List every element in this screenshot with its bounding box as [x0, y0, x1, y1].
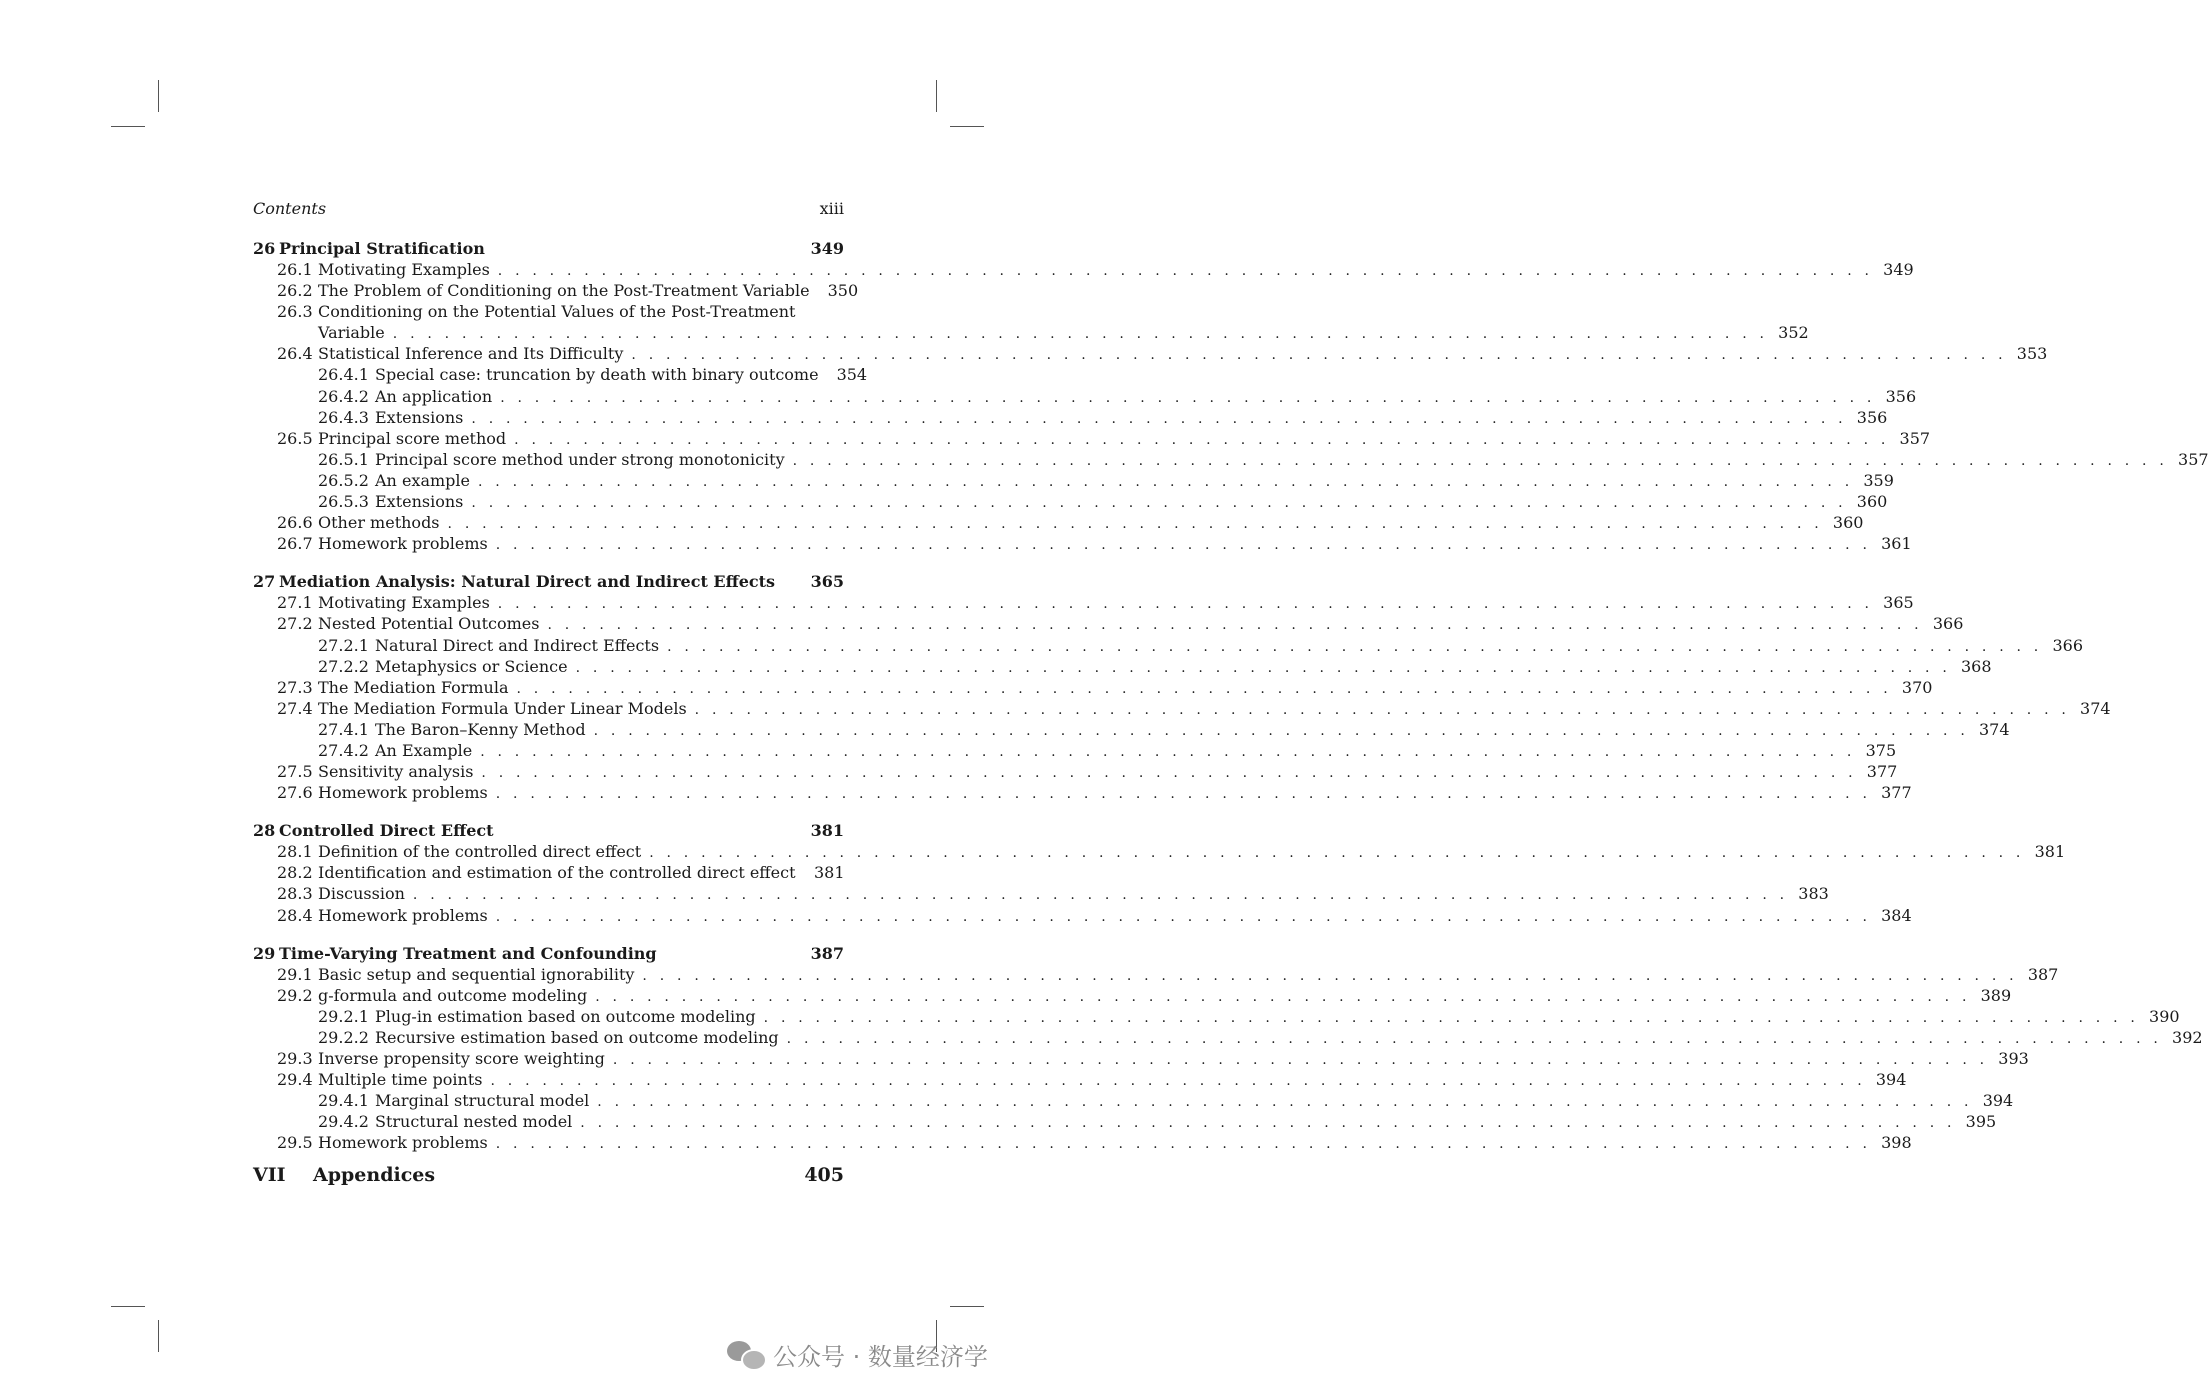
entry-title: Inverse propensity score weighting: [318, 1049, 605, 1068]
entry-title: The Mediation Formula Under Linear Models: [318, 698, 687, 718]
dot-leader: . . . . . . . . . . . . . . . . . . . . . . . . . . . . . . . . . . . . . . . . . . . . . . . . . . . . . . . . . . . . . . . . . . . . . . . . . . . . . . . .: [667, 638, 2043, 655]
crop-mark: [111, 126, 145, 127]
dot-leader: . . . . . . . . . . . . . . . . . . . . . . . . . . . . . . . . . . . . . . . . . . . . . . . . . . . . . . . . . . . . . . . . . . . . . . . . . . . . . . . .: [763, 1009, 2140, 1026]
chapter-gap: [253, 555, 844, 572]
part-page: 405: [804, 1164, 844, 1187]
crop-mark: [950, 126, 984, 127]
table-of-contents: [253, 199, 2209, 1194]
section-entry[interactable]: [253, 1070, 1907, 1091]
section-entry[interactable]: [253, 1049, 2029, 1070]
section-entry[interactable]: [253, 260, 1914, 281]
section-entry[interactable]: [253, 884, 1829, 905]
entry-number: 27.2: [277, 614, 313, 634]
chapter-number: 26: [253, 239, 276, 258]
subsection-entry[interactable]: [253, 740, 1897, 762]
dot-leader: . . . . . . . . . . . . . . . . . . . . . . . . . . . . . . . . . . . . . . . . . . . . . . . . . . . . . . . . . . . . . . . . . . . . . . . . . . . . . . . .: [497, 263, 1874, 279]
entry-title: Metaphysics or Science: [375, 656, 568, 676]
entry-title: The Baron–Kenny Method: [375, 719, 586, 739]
dot-leader: . . . . . . . . . . . . . . . . . . . . . . . . . . . . . . . . . . . . . . . . . . . . . . . . . . . . . . . . . . . . . . . . . . . . . . . . . . . . . . . .: [547, 617, 1923, 634]
entry-page: 394: [1982, 1091, 2014, 1111]
entry-number: 27.2.2: [318, 656, 369, 676]
dot-leader: . . . . . . . . . . . . . . . . . . . . . . . . . . . . . . . . . . . . . . . . . . . . . . . . . . . . . . . . . . . . . . . . . . . . . . . . . . . . . . . .: [642, 967, 2018, 984]
entry-page: 368: [1961, 656, 1992, 676]
chapter-gap: [253, 927, 844, 944]
entry-title: The Mediation Formula: [318, 677, 509, 697]
subsection-entry[interactable]: [253, 470, 1894, 492]
crop-mark: [158, 80, 159, 112]
crop-mark: [111, 1306, 145, 1307]
section-entry[interactable]: [253, 302, 844, 323]
entry-number: 27.4.1: [318, 719, 369, 739]
dot-leader: . . . . . . . . . . . . . . . . . . . . . . . . . . . . . . . . . . . . . . . . . . . . . . . . . . . . . . . . . . . . . . . . . . . . . . . . . . . . . . . .: [497, 596, 1874, 613]
entry-page: 374: [2080, 698, 2111, 718]
entry-title: g-formula and outcome modeling: [318, 985, 588, 1005]
chapter-number: 29: [253, 943, 276, 963]
dot-leader: . . . . . . . . . . . . . . . . . . . . . . . . . . . . . . . . . . . . . . . . . . . . . . . . . . . . . . . . . . . . . . . . . . . . . . . . . . . . . . . .: [593, 722, 1969, 739]
section-entry[interactable]: [253, 762, 1898, 783]
dot-leader: . . . . . . . . . . . . . . . . . . . . . . . . . . . . . . . . . . . . . . . . . . . . . . . . . . . . . . . . . . . . . . . . . . . . . . . . . . . . . . . .: [580, 1115, 1956, 1132]
entry-title: Motivating Examples: [318, 593, 490, 613]
crop-mark: [950, 1306, 984, 1307]
entry-number: 29.4.1: [318, 1091, 369, 1111]
entry-number: 27.6: [277, 783, 313, 803]
dot-leader: . . . . . . . . . . . . . . . . . . . . . . . . . . . . . . . . . . . . . . . . . . . . . . . . . . . . . . . . . . . . . . . . . . . . . . . . . . . . . . . .: [597, 1094, 1973, 1111]
entry-title: Discussion: [318, 884, 405, 904]
dot-leader: . . . . . . . . . . . . . . . . . . . . . . . . . . . . . . . . . . . . . . . . . . . . . . . . . . . . . . . . . . . . . . . . . . . . . . . . . . . . . . . .: [516, 680, 1892, 697]
entry-title: Basic setup and sequential ignorability: [318, 964, 635, 984]
dot-leader: . . . . . . . . . . . . . . . . . . . . . . . . . . . . . . . . . . . . . . . . . . . . . . . . . . . . . . . . . . . . . . . . . . . . . . . . . . . . . . . .: [792, 452, 2169, 469]
crop-mark: [936, 80, 937, 112]
entry-number: 27.4.2: [318, 740, 369, 760]
subsection-entry[interactable]: [253, 407, 1888, 429]
entry-number: 27.1: [277, 593, 313, 613]
chapter-gap: [253, 804, 844, 821]
entry-title: Plug-in estimation based on outcome modeling: [375, 1006, 756, 1026]
entry-title: Special case: truncation by death with binary outcome: [375, 365, 819, 385]
entry-number: 29.4: [277, 1070, 313, 1090]
dot-leader: . . . . . . . . . . . . . . . . . . . . . . . . . . . . . . . . . . . . . . . . . . . . . . . . . . . . . . . . . . . . . . . . . . . . . . . . . . . . . . . .: [490, 1073, 1866, 1090]
entry-title: Homework problems: [318, 783, 488, 803]
entry-number: 28.3: [277, 884, 313, 904]
entry-page: 370: [1901, 677, 1933, 697]
dot-leader: . . . . . . . . . . . . . . . . . . . . . . . . . . . . . . . . . . . . . . . . . . . . . . . . . . . . . . . . . . . . . . . . . . . . . . . . . . . . . . . .: [612, 1052, 1989, 1068]
section-entry[interactable]: [253, 344, 2048, 365]
chapter-page: 387: [810, 943, 844, 963]
entry-number: 27.2.1: [318, 635, 369, 655]
chapter-page: 381: [810, 821, 844, 841]
entry-title: Structural nested model: [375, 1112, 573, 1132]
dot-leader: . . . . . . . . . . . . . . . . . . . . . . . . . . . . . . . . . . . . . . . . . . . . . . . . . . . . . . . . . . . . . . . . . . . . . . . . . . . . . . . .: [471, 410, 1847, 427]
entry-title: Conditioning on the Potential Values of the Post-Treatment: [318, 302, 796, 322]
section-entry[interactable]: [253, 428, 1931, 450]
dot-leader: . . . . . . . . . . . . . . . . . . . . . . . . . . . . . . . . . . . . . . . . . . . . . . . . . . . . . . . . . . . . . . . . . . . . . . . . . . . . . . . .: [495, 786, 1872, 803]
entry-page: 392: [2172, 1027, 2203, 1047]
chapter-entry[interactable]: [253, 239, 844, 260]
section-entry[interactable]: [253, 905, 1912, 927]
running-head-label: Contents: [253, 199, 327, 218]
section-entry[interactable]: [253, 842, 2066, 863]
section-entry[interactable]: [253, 281, 859, 302]
watermark-text: 公众号 · 数量经济学: [773, 1342, 988, 1371]
dot-leader: . . . . . . . . . . . . . . . . . . . . . . . . . . . . . . . . . . . . . . . . . . . . . . . . . . . . . . . . . . . . . . . . . . . . . . . . . . . . . . . .: [471, 495, 1847, 512]
section-entry[interactable]: [253, 593, 1914, 614]
entry-page: 393: [1998, 1049, 2029, 1068]
dot-leader: . . . . . . . . . . . . . . . . . . . . . . . . . . . . . . . . . . . . . . . . . . . . . . . . . . . . . . . . . . . . . . . . . . . . . . . . . . . . . . . .: [495, 908, 1872, 925]
section-entry[interactable]: [253, 534, 1912, 555]
entry-page: 359: [1863, 470, 1894, 490]
entry-title: Multiple time points: [318, 1070, 483, 1090]
dot-leader: . . . . . . . . . . . . . . . . . . . . . . . . . . . . . . . . . . . . . . . . . . . . . . . . . . . . . . . . . . . . . . . . . . . . . . . . . . . . . . . .: [694, 701, 2071, 718]
watermark: [727, 1336, 988, 1372]
chapter-entry[interactable]: [253, 944, 844, 965]
subsection-entry[interactable]: [253, 365, 868, 386]
section-entry[interactable]: [253, 863, 844, 884]
entry-page: 361: [1881, 534, 1912, 554]
entry-page: 350: [827, 281, 859, 301]
section-entry[interactable]: [253, 698, 2111, 720]
entry-title: Sensitivity analysis: [318, 762, 474, 782]
chapter-number: 28: [253, 821, 276, 841]
section-entry-continuation[interactable]: [253, 323, 1809, 344]
part-number: VII: [253, 1164, 286, 1187]
subsection-entry[interactable]: [253, 1091, 2014, 1112]
chapter-entry[interactable]: [253, 821, 844, 842]
entry-title: An example: [375, 470, 470, 490]
entry-page: 377: [1866, 762, 1898, 782]
entry-page: 352: [1778, 323, 1809, 343]
entry-number: 28.2: [277, 863, 313, 883]
dot-leader: . . . . . . . . . . . . . . . . . . . . . . . . . . . . . . . . . . . . . . . . . . . . . . . . . . . . . . . . . . . . . . . . . . . . . . . . . . . . . . . .: [480, 743, 1856, 760]
entry-page: 389: [1980, 985, 2012, 1005]
entry-page: 354: [836, 365, 868, 385]
subsection-entry[interactable]: [253, 492, 1888, 513]
entry-page: 356: [1856, 407, 1888, 427]
section-entry[interactable]: [253, 513, 1864, 534]
entry-page: 394: [1875, 1070, 1907, 1090]
section-entry[interactable]: [253, 985, 2012, 1007]
entry-title: An application: [375, 386, 493, 406]
entry-number: 26.2: [277, 281, 313, 301]
dot-leader: . . . . . . . . . . . . . . . . . . . . . . . . . . . . . . . . . . . . . . . . . . . . . . . . . . . . . . . . . . . . . . . . . . . . . . . . . . . . . . . .: [514, 431, 1890, 448]
entry-number: 29.5: [277, 1133, 313, 1153]
entry-number: 26.5: [277, 428, 313, 448]
section-entry[interactable]: [253, 614, 1964, 635]
subsection-entry[interactable]: [253, 635, 2084, 657]
entry-page: 357: [2178, 449, 2209, 469]
entry-number: 26.4.3: [318, 407, 369, 427]
entry-title: Motivating Examples: [318, 260, 490, 279]
entry-number: 27.3: [277, 677, 313, 697]
section-entry[interactable]: [253, 964, 2059, 986]
dot-leader: . . . . . . . . . . . . . . . . . . . . . . . . . . . . . . . . . . . . . . . . . . . . . . . . . . . . . . . . . . . . . . . . . . . . . . . . . . . . . . . .: [495, 1136, 1872, 1153]
entry-number: 29.2.1: [318, 1006, 369, 1026]
entry-title: Recursive estimation based on outcome modeling: [375, 1027, 779, 1047]
chapter-page: 349: [810, 239, 844, 258]
dot-leader: . . . . . . . . . . . . . . . . . . . . . . . . . . . . . . . . . . . . . . . . . . . . . . . . . . . . . . . . . . . . . . . . . . . . . . . . . . . . . . . .: [392, 326, 1769, 343]
part-title: Appendices: [313, 1164, 436, 1187]
dot-leader: . . . . . . . . . . . . . . . . . . . . . . . . . . . . . . . . . . . . . . . . . . . . . . . . . . . . . . . . . . . . . . . . . . . . . . . . . . . . . . . .: [786, 1030, 2163, 1047]
entry-page: 395: [1965, 1112, 1997, 1132]
chapter-title: Time-Varying Treatment and Confounding: [279, 943, 657, 963]
entry-number: 26.5.1: [318, 449, 369, 469]
entry-page: 360: [1856, 492, 1888, 512]
dot-leader: . . . . . . . . . . . . . . . . . . . . . . . . . . . . . . . . . . . . . . . . . . . . . . . . . . . . . . . . . . . . . . . . . . . . . . . . . . . . . . . .: [575, 659, 1951, 676]
section-entry[interactable]: [253, 677, 1933, 699]
subsection-entry[interactable]: [253, 656, 1992, 678]
subsection-entry[interactable]: [253, 386, 1917, 408]
entry-title: Identification and estimation of the controlled direct effect: [318, 863, 796, 883]
wechat-icon: [727, 1339, 765, 1369]
entry-number: 26.1: [277, 260, 313, 279]
entry-title: An Example: [375, 740, 473, 760]
part-entry[interactable]: [253, 1164, 844, 1194]
entry-title: Homework problems: [318, 905, 488, 925]
chapter-title: Principal Stratification: [279, 239, 485, 258]
entry-number: 29.4.2: [318, 1112, 369, 1132]
entry-number: 26.5.3: [318, 492, 369, 512]
entry-title: Extensions: [375, 492, 464, 512]
entry-page: 383: [1798, 884, 1829, 904]
entry-title: Definition of the controlled direct effect: [318, 842, 642, 862]
entry-page: 357: [1899, 428, 1931, 448]
section-entry[interactable]: [253, 1133, 1912, 1154]
entry-title: Extensions: [375, 407, 464, 427]
dot-leader: . . . . . . . . . . . . . . . . . . . . . . . . . . . . . . . . . . . . . . . . . . . . . . . . . . . . . . . . . . . . . . . . . . . . . . . . . . . . . . . .: [477, 473, 1854, 490]
running-head-page: xiii: [819, 199, 844, 218]
chapter-entry[interactable]: [253, 572, 844, 593]
entry-number: 26.3: [277, 302, 313, 322]
entry-page: 387: [2027, 964, 2059, 984]
entry-page: 356: [1885, 386, 1917, 406]
entry-number: 27.5: [277, 762, 313, 782]
entry-page: 365: [1883, 593, 1914, 613]
subsection-entry[interactable]: [253, 719, 2010, 741]
entry-number: 26.4: [277, 344, 313, 364]
entry-title: The Problem of Conditioning on the Post-Treatment Variable: [318, 281, 810, 301]
entry-number: 26.6: [277, 513, 313, 533]
subsection-entry[interactable]: [253, 449, 2209, 471]
entry-number: 29.2: [277, 985, 313, 1005]
entry-number: 29.2.2: [318, 1027, 369, 1047]
dot-leader: . . . . . . . . . . . . . . . . . . . . . . . . . . . . . . . . . . . . . . . . . . . . . . . . . . . . . . . . . . . . . . . . . . . . . . . . . . . . . . . .: [500, 389, 1876, 406]
entry-number: 28.4: [277, 905, 313, 925]
entry-page: 381: [2034, 842, 2066, 862]
entry-page: 366: [1932, 614, 1964, 634]
subsection-entry[interactable]: [253, 1112, 1997, 1133]
chapter-title: Mediation Analysis: Natural Direct and Indirect Effects: [279, 572, 776, 592]
entry-number: 26.4.1: [318, 365, 369, 385]
dot-leader: . . . . . . . . . . . . . . . . . . . . . . . . . . . . . . . . . . . . . . . . . . . . . . . . . . . . . . . . . . . . . . . . . . . . . . . . . . . . . . . .: [631, 347, 2007, 364]
entry-page: 360: [1832, 513, 1864, 533]
entry-page: 353: [2016, 344, 2048, 364]
entry-page: 374: [1979, 719, 2010, 739]
entry-title: Homework problems: [318, 1133, 488, 1153]
chapter-number: 27: [253, 572, 276, 592]
dot-leader: . . . . . . . . . . . . . . . . . . . . . . . . . . . . . . . . . . . . . . . . . . . . . . . . . . . . . . . . . . . . . . . . . . . . . . . . . . . . . . . .: [649, 845, 2025, 862]
entry-page: 375: [1865, 740, 1897, 760]
entry-title: Statistical Inference and Its Difficulty: [318, 344, 624, 364]
entry-title: Natural Direct and Indirect Effects: [375, 635, 660, 655]
entry-page: 390: [2149, 1006, 2180, 1026]
subsection-entry[interactable]: [253, 1027, 2203, 1049]
entry-number: 28.1: [277, 842, 313, 862]
dot-leader: . . . . . . . . . . . . . . . . . . . . . . . . . . . . . . . . . . . . . . . . . . . . . . . . . . . . . . . . . . . . . . . . . . . . . . . . . . . . . . . .: [495, 537, 1872, 554]
entry-title: Homework problems: [318, 534, 488, 554]
entry-page: 366: [2052, 635, 2084, 655]
dot-leader: . . . . . . . . . . . . . . . . . . . . . . . . . . . . . . . . . . . . . . . . . . . . . . . . . . . . . . . . . . . . . . . . . . . . . . . . . . . . . . . .: [412, 887, 1789, 904]
entry-page: 377: [1881, 783, 1912, 803]
entry-title: Principal score method: [318, 428, 507, 448]
dot-leader: . . . . . . . . . . . . . . . . . . . . . . . . . . . . . . . . . . . . . . . . . . . . . . . . . . . . . . . . . . . . . . . . . . . . . . . . . . . . . . . .: [595, 988, 1971, 1005]
entry-page: 381: [814, 863, 845, 883]
toc-body: [253, 239, 2209, 1194]
dot-leader: . . . . . . . . . . . . . . . . . . . . . . . . . . . . . . . . . . . . . . . . . . . . . . . . . . . . . . . . . . . . . . . . . . . . . . . . . . . . . . . .: [481, 765, 1857, 782]
dot-leader: . . . . . . . . . . . . . . . . . . . . . . . . . . . . . . . . . . . . . . . . . . . . . . . . . . . . . . . . . . . . . . . . . . . . . . . . . . . . . . . .: [447, 516, 1823, 533]
chapter-page: 365: [810, 572, 844, 592]
entry-number: 26.5.2: [318, 470, 369, 490]
entry-number: 29.3: [277, 1049, 313, 1068]
entry-number: 26.4.2: [318, 386, 369, 406]
subsection-entry[interactable]: [253, 1006, 2180, 1028]
entry-number: 27.4: [277, 698, 313, 718]
entry-title-continuation: Variable: [318, 323, 385, 343]
entry-title: Other methods: [318, 513, 440, 533]
entry-number: 26.7: [277, 534, 313, 554]
entry-title: Principal score method under strong monotonicity: [375, 449, 785, 469]
entry-page: 384: [1881, 905, 1912, 925]
entry-title: Nested Potential Outcomes: [318, 614, 540, 634]
entry-page: 349: [1883, 260, 1914, 279]
chapter-title: Controlled Direct Effect: [279, 821, 494, 841]
entry-number: 29.1: [277, 964, 313, 984]
section-entry[interactable]: [253, 783, 1912, 804]
crop-mark: [158, 1320, 159, 1352]
entry-page: 398: [1881, 1133, 1912, 1153]
entry-title: Marginal structural model: [375, 1091, 590, 1111]
running-head: [253, 199, 844, 225]
